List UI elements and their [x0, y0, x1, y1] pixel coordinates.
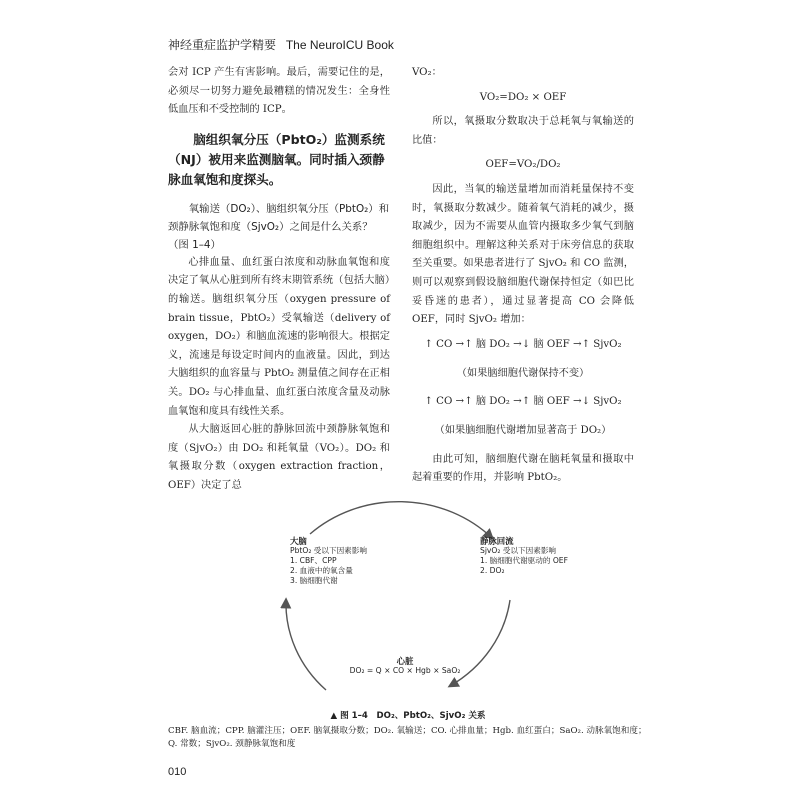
- node-brain: [290, 536, 420, 586]
- brain-subtitle: PbtO₂ 受以下因素影响: [290, 546, 367, 555]
- formula-vo2: VO₂=DO₂ × OEF: [479, 91, 567, 103]
- section-heading: 脑组织氧分压（PbtO₂）监测系统（NJ）被用来监测脑氧。同时插入颈静脉血氧饱和度探头。: [168, 131, 385, 187]
- venous-item: 1. 脑细胞代谢驱动的 OEF: [480, 556, 568, 565]
- formula-chain-1-note: （如果脑细胞代谢保持不变）: [456, 367, 590, 379]
- heart-formula: DO₂ = Q × CO × Hgb × SaO₂: [349, 666, 461, 675]
- right-paragraph-3: 因此，当氧的输送量增加而消耗量保持不变时，氧摄取分数减少。随着氧气消耗的减少，摄取减少，因为不需要从血管内摄取多少氧气到脑细胞组织中。理解这种关系对于床旁信息的获取至关重要。如果患者进行了 SjvO₂ 和 CO 监测，则可以观察到假设脑细胞代谢保持恒定（如巴比妥昏迷的患者），通过显著提高 CO 会降低 OEF，同时 SjvO₂ 增加：: [412, 183, 634, 326]
- question-heading: 氧输送（DO₂）、脑组织氧分压（PbtO₂）和颈静脉氧饱和度（SjvO₂）之间是什么关系？（图 1–4）: [168, 202, 390, 251]
- heart-title: 心脏: [396, 656, 414, 666]
- caption-note: CBF. 脑血流；CPP. 脑灌注压；OEF. 脑氧摄取分数；DO₂. 氧输送；CO. 心排血量；Hgb. 血红蛋白；SaO₂. 动脉氧饱和度；Q. 常数；SjvO₂. 颈静脉氧饱和度: [168, 726, 647, 749]
- node-heart: [320, 656, 490, 676]
- right-paragraph-4: 由此可知，脑细胞代谢在脑耗氧量和摄取中起着重要的作用，并影响 PbtO₂。: [412, 453, 634, 484]
- header-title-en: The NeuroICU Book: [285, 38, 394, 52]
- figure-caption: [168, 710, 648, 751]
- header-title-cn: 神经重症监护学精要: [168, 38, 277, 52]
- formula-chain-1: ↑ CO →↑ 脑 DO₂ →↓ 脑 OEF →↑ SjvO₂: [424, 338, 622, 350]
- page-number: 010: [168, 766, 187, 778]
- brain-item: 3. 脑细胞代谢: [290, 576, 338, 585]
- formula-oef: OEF=VO₂/DO₂: [485, 159, 561, 171]
- brain-item: 2. 血液中的氧含量: [290, 566, 353, 575]
- running-header: [168, 36, 394, 53]
- right-paragraph-1: VO₂：: [412, 67, 442, 78]
- brain-item: 1. CBF、CPP: [290, 556, 337, 565]
- figure-1-4: [240, 468, 568, 708]
- left-paragraph-2: 心排血量、血红蛋白浓度和动脉血氧饱和度决定了氧从心脏到所有终末期管系统（包括大脑）的输送。脑组织氧分压（oxygen pressure of brain tissue，PbtO₂）受氧输送（delivery of oxygen，DO₂）和脑血流速的影响很大。根据定义，流速是每设定时间内的血液量。因此，到达大脑组织的血容量与 PbtO₂ 测量值之间存在正相关。DO₂ 与心排血量、血红蛋白浓度含量及动脉血氧饱和度具有线性关系。: [168, 256, 390, 417]
- brain-title: 大脑: [290, 536, 307, 546]
- formula-chain-2: ↑ CO →↑ 脑 DO₂ →↑ 脑 OEF →↓ SjvO₂: [424, 396, 622, 408]
- right-paragraph-2: 所以，氧摄取分数取决于总耗氧与氧输送的比值：: [412, 116, 634, 146]
- venous-item: 2. DO₂: [480, 566, 505, 575]
- right-column: [412, 64, 634, 488]
- left-paragraph-3: 从大脑返回心脏的静脉回流中颈静脉氧饱和度（SjvO₂）由 DO₂ 和耗氧量（VO₂）。DO₂ 和氧摄取分数（oxygen extraction fraction，OEF）决定了总: [168, 424, 390, 491]
- arc-brain-to-venous: [310, 502, 492, 538]
- caption-title: ▲ 图 1–4 DO₂、PbtO₂、SjvO₂ 关系: [330, 711, 486, 721]
- left-column: [168, 64, 390, 496]
- venous-subtitle: SjvO₂ 受以下因素影响: [480, 546, 557, 555]
- node-venous-return: [480, 536, 600, 576]
- formula-chain-2-note: （如果脑细胞代谢增加显著高于 DO₂）: [434, 425, 612, 437]
- venous-title: 静脉回流: [480, 536, 514, 546]
- left-paragraph-1: 会对 ICP 产生有害影响。最后，需要记住的是，必须尽一切努力避免最糟糕的情况发生：全身性低血压和不受控制的 ICP。: [168, 67, 390, 116]
- arc-heart-to-brain: [286, 600, 326, 690]
